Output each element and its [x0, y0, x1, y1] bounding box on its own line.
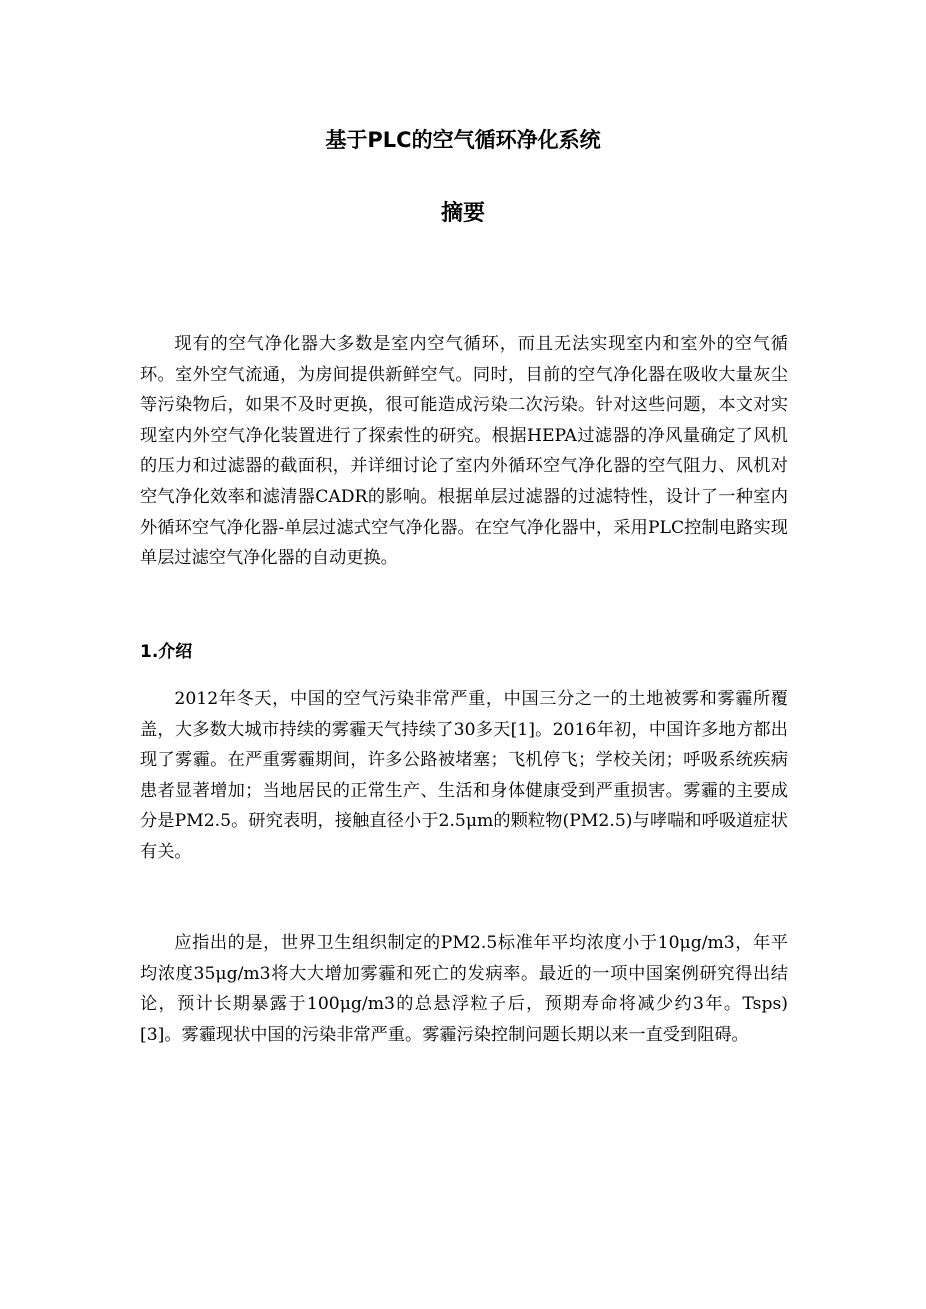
- introduction-paragraph-2: 应指出的是，世界卫生组织制定的PM2.5标准年平均浓度小于10μg/m3，年平均浓度35μg/m3将大大增加雾霾和死亡的发病率。最近的一项中国案例研究得出结论，预计长期暴露于100μg/m3的总悬浮粒子后，预期寿命将减少约3年。Tsps)[3]。雾霾现状中国的污染非常严重。雾霾污染控制问题长期以来一直受到阻碍。: [140, 933, 788, 1045]
- abstract-heading: 摘要: [440, 201, 485, 226]
- section-heading-introduction: 1.介绍: [140, 642, 193, 662]
- abstract-paragraph: 现有的空气净化器大多数是室内空气循环，而且无法实现室内和室外的空气循环。室外空气流通，为房间提供新鲜空气。同时，目前的空气净化器在吸收大量灰尘等污染物后，如果不及时更换，很可能造成污染二次污染。针对这些问题，本文对实现室内外空气净化装置进行了探索性的研究。根据HEPA过滤器的净风量确定了风机的压力和过滤器的截面积，并详细讨论了室内外循环空气净化器的空气阻力、风机对空气净化效率和滤清器CADR的影响。根据单层过滤器的过滤特性，设计了一种室内外循环空气净化器-单层过滤式空气净化器。在空气净化器中，采用PLC控制电路实现单层过滤空气净化器的自动更换。: [140, 334, 788, 569]
- introduction-paragraph-1: 2012年冬天，中国的空气污染非常严重，中国三分之一的土地被雾和雾霾所覆盖，大多数大城市持续的雾霾天气持续了30多天[1]。2016年初，中国许多地方都出现了雾霾。在严重雾霾期间，许多公路被堵塞；飞机停飞；学校关闭；呼吸系统疾病患者显著增加；当地居民的正常生产、生活和身体健康受到严重损害。雾霾的主要成分是PM2.5。研究表明，接触直径小于2.5μm的颗粒物(PM2.5)与哮喘和呼吸道症状有关。: [140, 689, 788, 862]
- document-title: 基于PLC的空气循环净化系统: [325, 128, 601, 152]
